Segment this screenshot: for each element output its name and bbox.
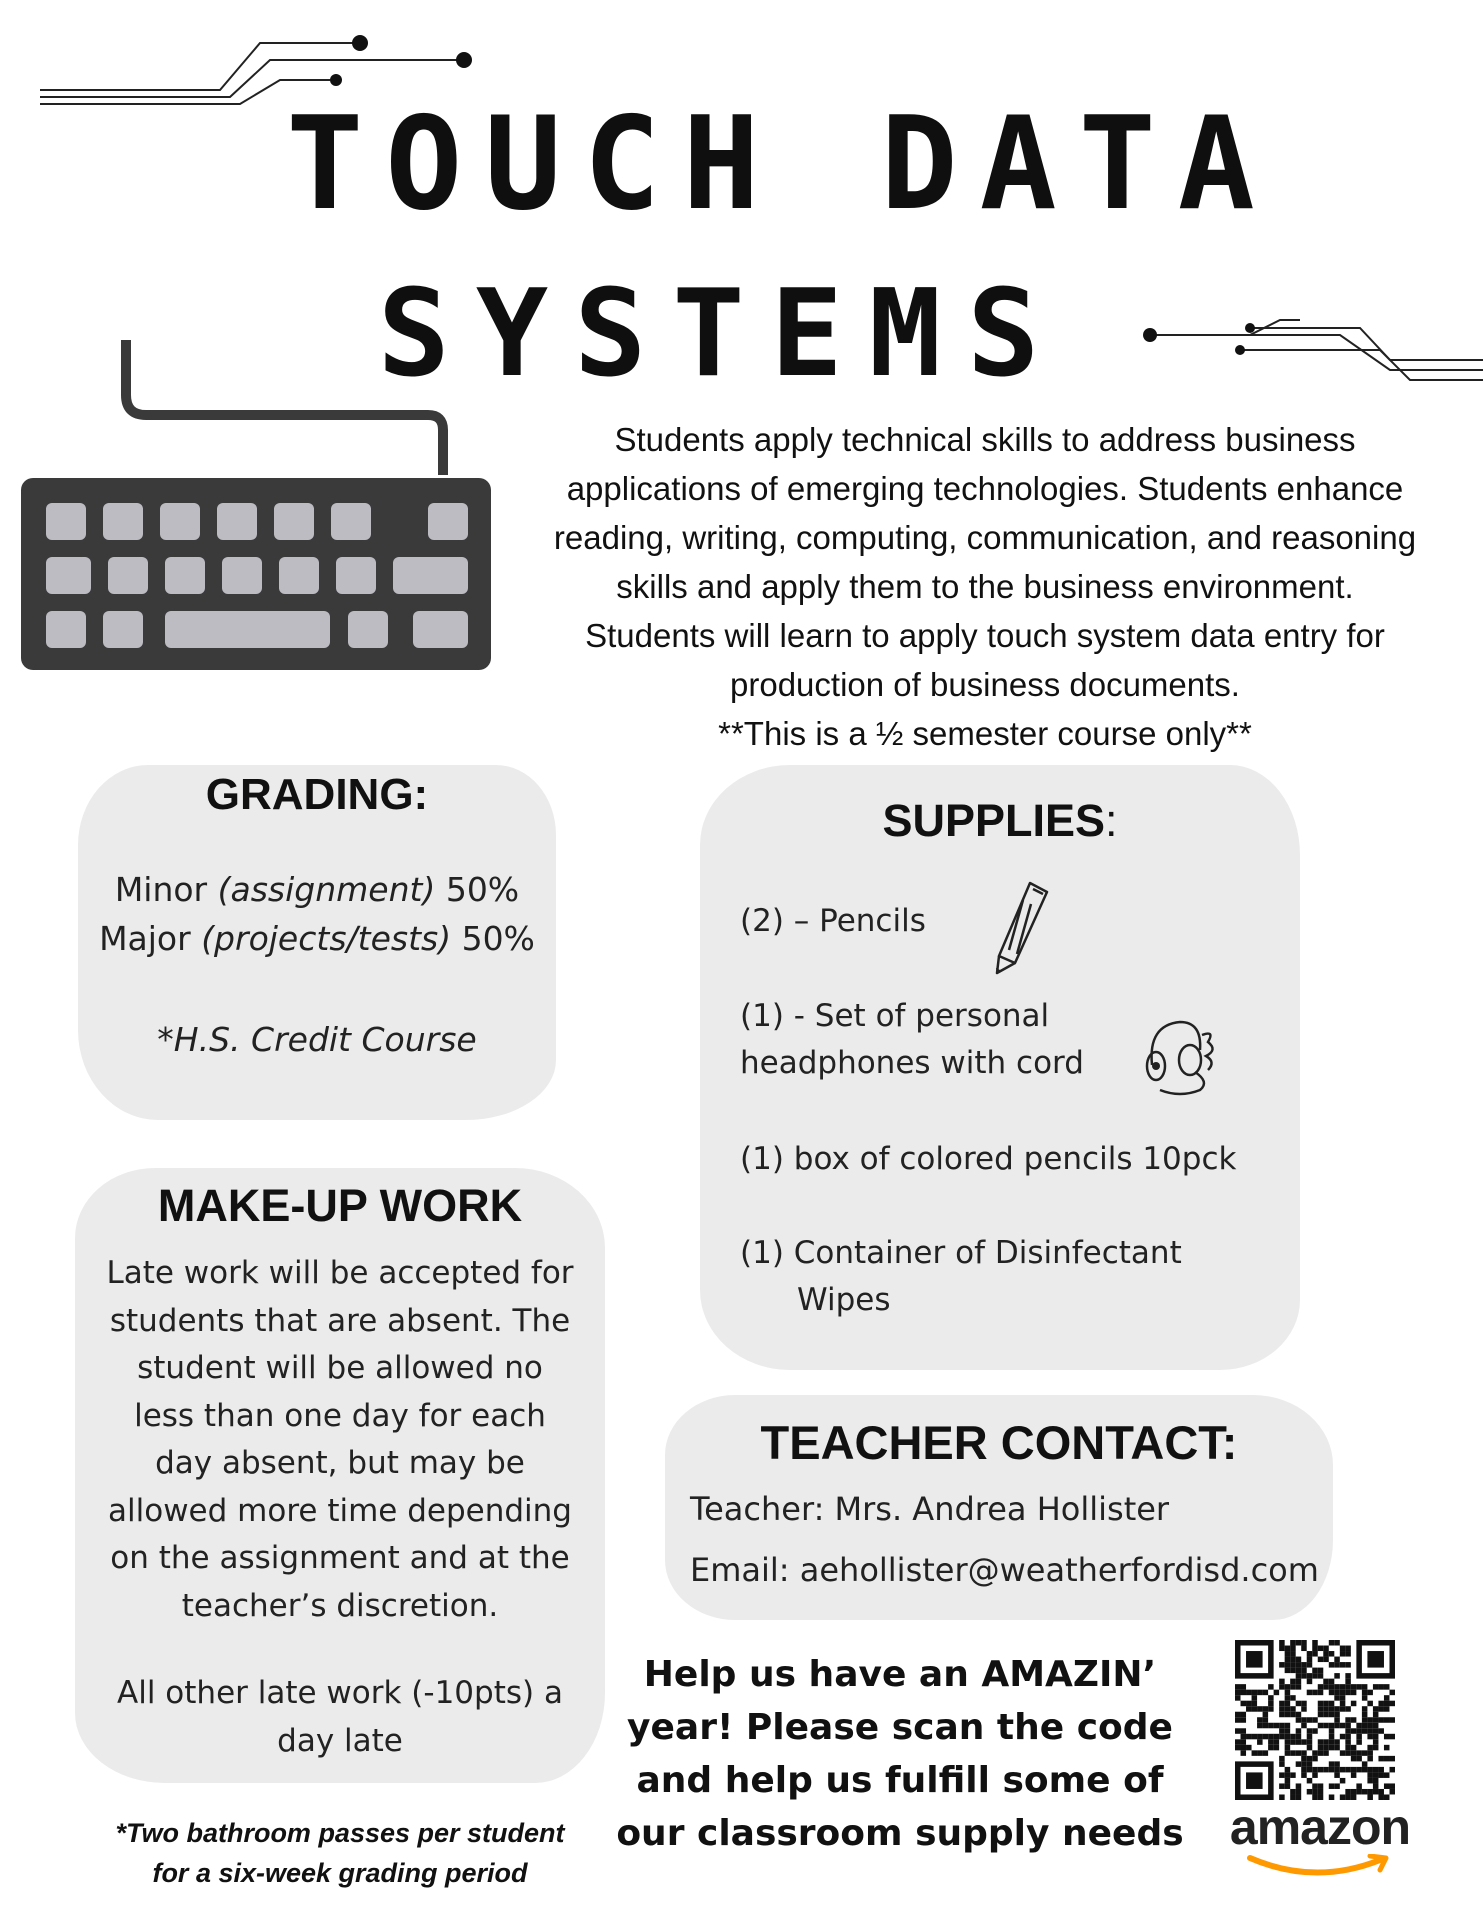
pencil-icon: [985, 878, 1055, 978]
help-message: [600, 1648, 1200, 1860]
makeup-policy: [85, 1250, 595, 1630]
amazon-smile-icon: [1220, 1854, 1420, 1884]
credit-course-note: *H.S. Credit Course: [157, 1020, 477, 1059]
intro-line: reading, writing, computing, communication, and reasoning: [553, 519, 1417, 556]
supply-item-pencils: (2) – Pencils: [740, 903, 926, 939]
supplies-heading-text: SUPPLIES: [882, 795, 1106, 846]
title-line-1: TOUCH DATA: [286, 90, 1277, 239]
intro-line: Students will learn to apply touch system data entry for: [585, 617, 1385, 654]
headphones-line-2: headphones with cord: [740, 1045, 1084, 1081]
late-work-policy: [85, 1670, 595, 1765]
makeup-line: students that are absent. The: [109, 1302, 571, 1339]
intro-line: applications of emerging technologies. Students enhance: [566, 470, 1404, 507]
help-line: Help us have an AMAZIN’: [643, 1654, 1157, 1695]
help-line: and help us fulfill some of: [636, 1760, 1164, 1801]
supply-item-wipes: (1) Container of Disinfectant: [740, 1235, 1182, 1271]
grading-minor: [78, 865, 556, 914]
contact-heading: TEACHER CONTACT:: [760, 1416, 1238, 1469]
major-percent: 50%: [451, 919, 535, 958]
makeup-line: less than one day for each: [134, 1397, 546, 1434]
makeup-line: teacher’s discretion.: [181, 1587, 499, 1624]
headphones-icon: [1140, 1010, 1220, 1100]
intro-line-note: **This is a ½ semester course only**: [718, 715, 1252, 752]
intro-line: Students apply technical skills to address business: [614, 421, 1356, 458]
title-line-2: SYSTEMS: [377, 265, 1066, 404]
grading-major: [78, 914, 556, 963]
headphones-line-1: (1) - Set of personal: [740, 998, 1050, 1034]
help-line: year! Please scan the code: [627, 1707, 1173, 1748]
intro-line: skills and apply them to the business environment.: [616, 568, 1354, 605]
teacher-email[interactable]: Email: aehollister@weatherfordisd.com: [690, 1551, 1319, 1589]
supply-item-headphones: [740, 993, 1084, 1087]
supply-item-colored-pencils: (1) box of colored pencils 10pck: [740, 1141, 1237, 1177]
keyboard-icon: [18, 335, 498, 675]
qr-code-icon[interactable]: [1235, 1640, 1395, 1800]
bathroom-line-1: *Two bathroom passes per student: [115, 1818, 565, 1848]
makeup-line: day absent, but may be: [155, 1445, 525, 1481]
minor-paren: (assignment): [217, 870, 436, 909]
makeup-line: allowed more time depending: [108, 1492, 572, 1529]
amazon-logo-text: amazon: [1229, 1799, 1411, 1855]
minor-label: Minor: [114, 870, 218, 909]
amazon-logo: [1220, 1800, 1420, 1890]
grading-breakdown: [78, 865, 556, 963]
supplies-heading-colon: :: [1105, 795, 1118, 846]
grading-heading: GRADING:: [205, 770, 429, 819]
makeup-line: on the assignment and at the: [110, 1540, 570, 1576]
bathroom-line-2: for a six-week grading period: [152, 1858, 528, 1888]
teacher-name: Teacher: Mrs. Andrea Hollister: [690, 1490, 1170, 1528]
late-line: day late: [277, 1722, 403, 1759]
bathroom-pass-note: [50, 1813, 630, 1893]
help-line: our classroom supply needs: [616, 1813, 1184, 1854]
makeup-line: Late work will be accepted for: [106, 1255, 574, 1291]
course-description: [500, 415, 1470, 758]
major-paren: (projects/tests): [201, 919, 452, 958]
late-line: All other late work (-10pts) a: [117, 1675, 563, 1711]
major-label: Major: [99, 919, 202, 958]
supplies-heading: [700, 795, 1300, 847]
supply-item-wipes-cont: Wipes: [797, 1282, 891, 1318]
intro-line: production of business documents.: [730, 666, 1240, 703]
minor-percent: 50%: [435, 870, 520, 909]
makeup-heading: MAKE-UP WORK: [157, 1180, 523, 1231]
makeup-line: student will be allowed no: [137, 1350, 543, 1386]
